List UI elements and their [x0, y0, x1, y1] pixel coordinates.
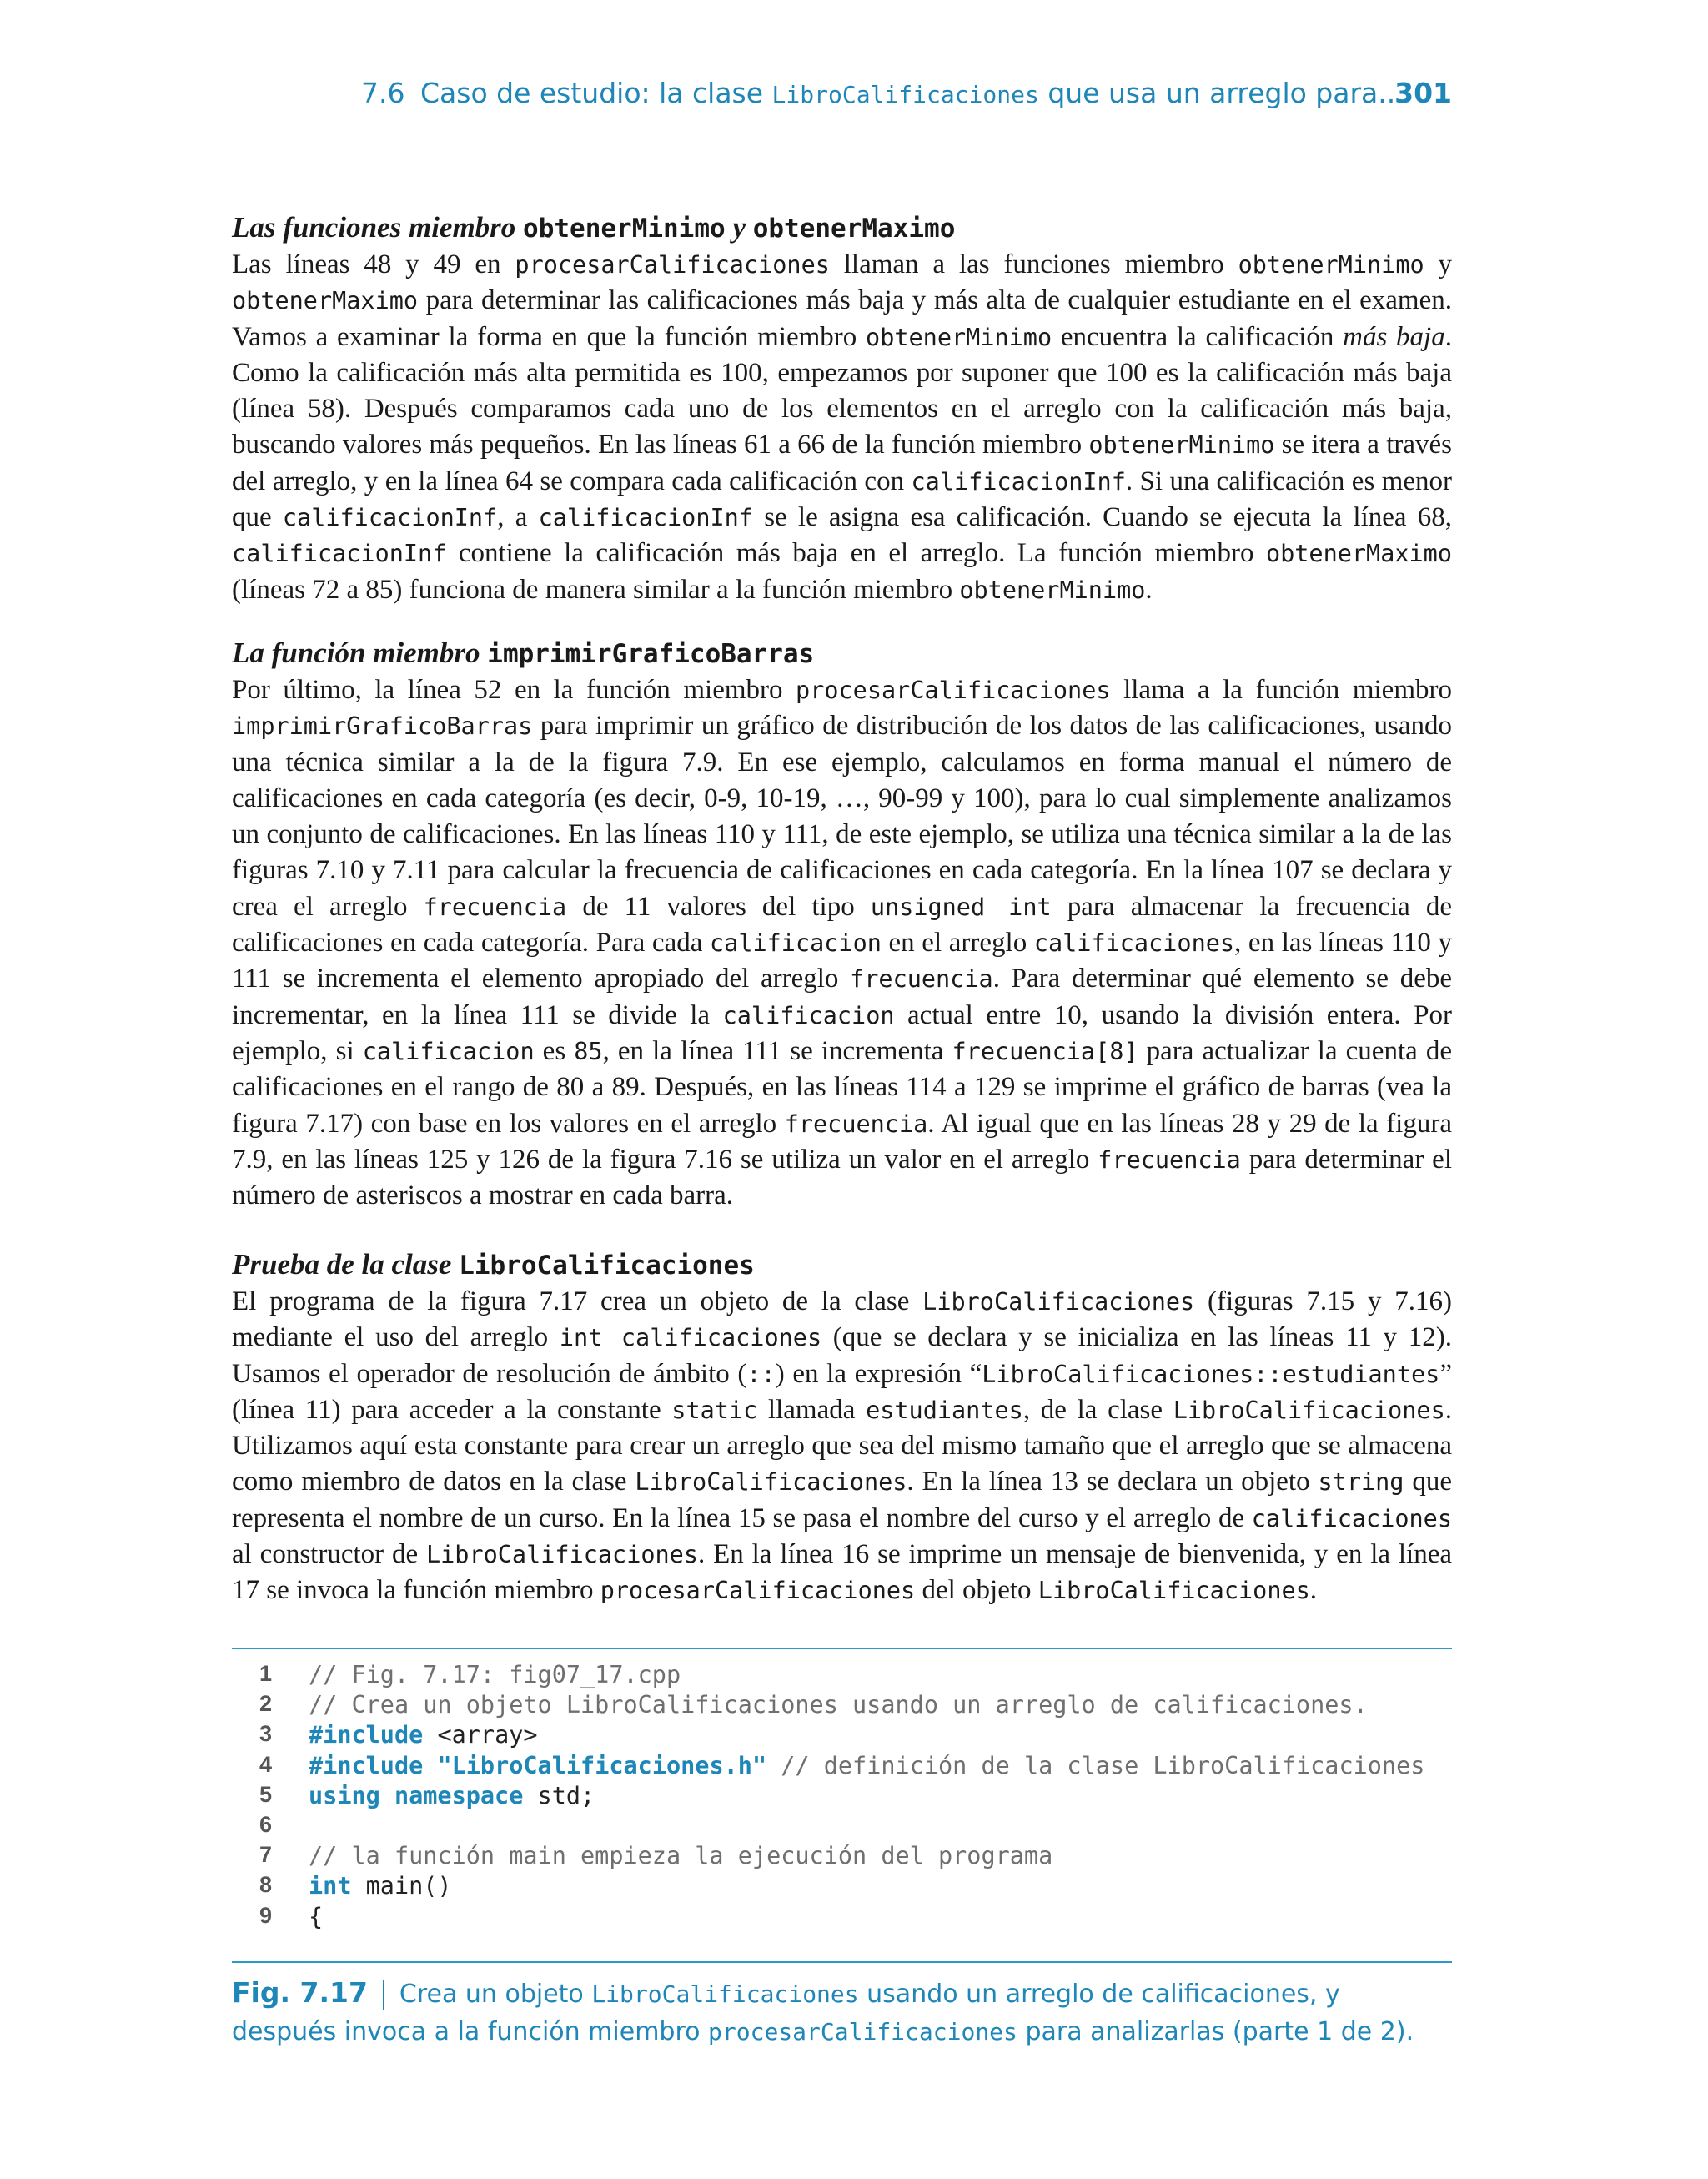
line-number: 8 — [259, 1872, 272, 1898]
body-paragraph: El programa de la figura 7.17 crea un objeto de la clase LibroCalificaciones (figuras 7.15 y 7.16) mediante el uso del arreglo int calificaciones (que se declara y se inicializa en las líneas 11 y 12). Usamos el operador de resolución de ámbito (::) en la expresión “LibroCalificaciones::estudiantes” (línea 11) para acceder a la constante static llamada estudiantes, de la clase LibroCalificaciones. Utilizamos aquí esta constante para crear un arreglo que sea del mismo tamaño que el arreglo que se almacena como miembro de datos en la clase LibroCalificaciones. En la línea 13 se declara un objeto string que representa el nombre de un curso. En la línea 15 se pasa el nombre del curso y el arreglo de calificaciones al constructor de LibroCalificaciones. En la línea 16 se imprime un mensaje de bienvenida, y en la línea 17 se invoca la función miembro procesarCalificaciones del objeto LibroCalificaciones. — [232, 1286, 1452, 1606]
code-token: main() — [351, 1872, 452, 1900]
section-test-class — [232, 1246, 1452, 1609]
heading-code: imprimirGraficoBarras — [487, 639, 815, 669]
body-paragraph: Las líneas 48 y 49 en procesarCalificaciones llaman a las funciones miembro obtenerMinimo y obtenerMaximo para determinar las calificaciones más baja y más alta de cualquier estudiante en el examen. Vamos a examinar la forma en que la función miembro obtenerMinimo encuentra la calificación más baja. Como la calificación más alta permitida es 100, empezamos por suponer que 100 es la calificación más baja (línea 58). Después comparamos cada uno de los elementos en el arreglo con la calificación más baja, buscando valores más pequeños. En las líneas 61 a 66 de la función miembro obtenerMinimo se itera a través del arreglo, y en la línea 64 se compara cada calificación con calificacionInf. Si una calificación es menor que calificacionInf, a calificacionInf se le asigna esa calificación. Cuando se ejecuta la línea 68, calificacionInf contiene la calificación más baja en el arreglo. La función miembro obtenerMaximo (líneas 72 a 85) funciona de manera similar a la función miembro obtenerMinimo. — [232, 249, 1452, 605]
code-text — [309, 1842, 1052, 1870]
caption-code: procesarCalificaciones — [708, 2018, 1017, 2046]
heading-text: Las funciones miembro — [232, 211, 516, 244]
section-heading — [232, 1246, 1452, 1284]
line-number: 4 — [259, 1751, 272, 1777]
page-number: 301 — [1394, 77, 1452, 109]
code-text — [309, 1661, 681, 1688]
heading-code: obtenerMinimo — [523, 214, 726, 244]
heading-code: LibroCalificaciones — [459, 1251, 755, 1281]
code-text — [309, 1782, 595, 1809]
code-string: "LibroCalificaciones.h" — [437, 1751, 767, 1779]
code-comment: // definición de la clase LibroCalificaciones — [766, 1751, 1425, 1779]
section-number: 7.6 — [361, 77, 405, 109]
section-bar-chart — [232, 635, 1452, 1214]
caption-text: usando un arreglo de calificaciones, y después invoca a la función miembro — [232, 1980, 1340, 2046]
line-number: 3 — [259, 1721, 272, 1747]
section-min-max — [232, 209, 1452, 608]
code-text — [309, 1691, 1368, 1719]
code-listing — [232, 1648, 1452, 1963]
running-head-code: LibroCalificaciones — [771, 81, 1039, 108]
section-heading — [232, 635, 1452, 672]
code-keyword: int — [309, 1872, 352, 1900]
heading-code: obtenerMaximo — [752, 214, 956, 244]
figure-caption — [232, 1974, 1452, 2051]
code-token: { — [309, 1902, 324, 1930]
caption-text: para analizarlas (parte 1 de 2). — [1017, 2017, 1414, 2046]
running-head — [361, 77, 1452, 123]
code-token — [423, 1752, 437, 1779]
code-comment: // la función main empieza la ejecución del programa — [309, 1842, 1053, 1870]
line-number: 6 — [259, 1812, 272, 1837]
running-head-title-end: que usa un arreglo para... — [1047, 77, 1404, 109]
code-text — [309, 1721, 538, 1749]
line-number: 5 — [259, 1781, 272, 1807]
code-comment: // Fig. 7.17: fig07_17.cpp — [309, 1661, 681, 1688]
section-heading — [232, 209, 1452, 247]
code-token: <array> — [423, 1721, 538, 1749]
line-number: 2 — [259, 1691, 272, 1717]
code-comment: // Crea un objeto LibroCalificaciones usando un arreglo de calificaciones. — [309, 1691, 1368, 1719]
running-head-title: Caso de estudio: la clase — [419, 77, 764, 109]
body-paragraph: Por último, la línea 52 en la función miembro procesarCalificaciones llama a la función miembro imprimirGraficoBarras para imprimir un gráfico de distribución de los datos de las calificaciones, usando una técnica similar a la de la figura 7.9. En ese ejemplo, calculamos en forma manual el número de calificaciones en cada categoría (es decir, 0-9, 10-19, …, 90-99 y 100), para lo cual simplemente analizamos un conjunto de calificaciones. En las líneas 110 y 111, de este ejemplo, se utiliza una técnica similar a la de las figuras 7.10 y 7.11 para calcular la frecuencia de calificaciones en cada categoría. En la línea 107 se declara y crea el arreglo frecuencia de 11 valores del tipo unsigned int para almacenar la frecuencia de calificaciones en cada categoría. Para cada calificacion en el arreglo calificaciones, en las líneas 110 y 111 se incrementa el elemento apropiado del arreglo frecuencia. Para determinar qué elemento se debe incrementar, en la línea 111 se divide la calificacion actual entre 10, usando la división entera. Por ejemplo, si calificacion es 85, en la línea 111 se incrementa frecuencia[8] para actualizar la cuenta de calificaciones en el rango de 80 a 89. Después, en las líneas 114 a 129 se imprime el gráfico de barras (vea la figura 7.17) con base en los valores en el arreglo frecuencia. Al igual que en las líneas 28 y 29 de la figura 7.9, en las líneas 125 y 126 de la figura 7.16 se utiliza un valor en el arreglo frecuencia para determinar el número de asteriscos a mostrar en cada barra. — [232, 675, 1453, 1211]
heading-text: Prueba de la clase — [232, 1248, 452, 1281]
line-number: 9 — [259, 1902, 272, 1928]
code-keyword: #include — [309, 1721, 424, 1749]
caption-divider — [383, 1980, 384, 2010]
line-number: 7 — [259, 1842, 272, 1868]
caption-text: Crea un objeto — [399, 1980, 592, 2009]
code-keyword: #include — [309, 1751, 424, 1779]
code-text — [309, 1872, 452, 1900]
heading-text: La función miembro — [232, 637, 480, 669]
code-text — [309, 1903, 323, 1930]
figure-label: Fig. 7.17 — [232, 1976, 368, 2009]
code-text — [309, 1752, 1424, 1779]
code-keyword: using namespace — [309, 1781, 524, 1809]
code-token: std; — [523, 1781, 595, 1809]
line-number: 1 — [259, 1661, 272, 1686]
heading-text: y — [732, 211, 746, 244]
caption-code: LibroCalificaciones — [591, 1980, 859, 2008]
